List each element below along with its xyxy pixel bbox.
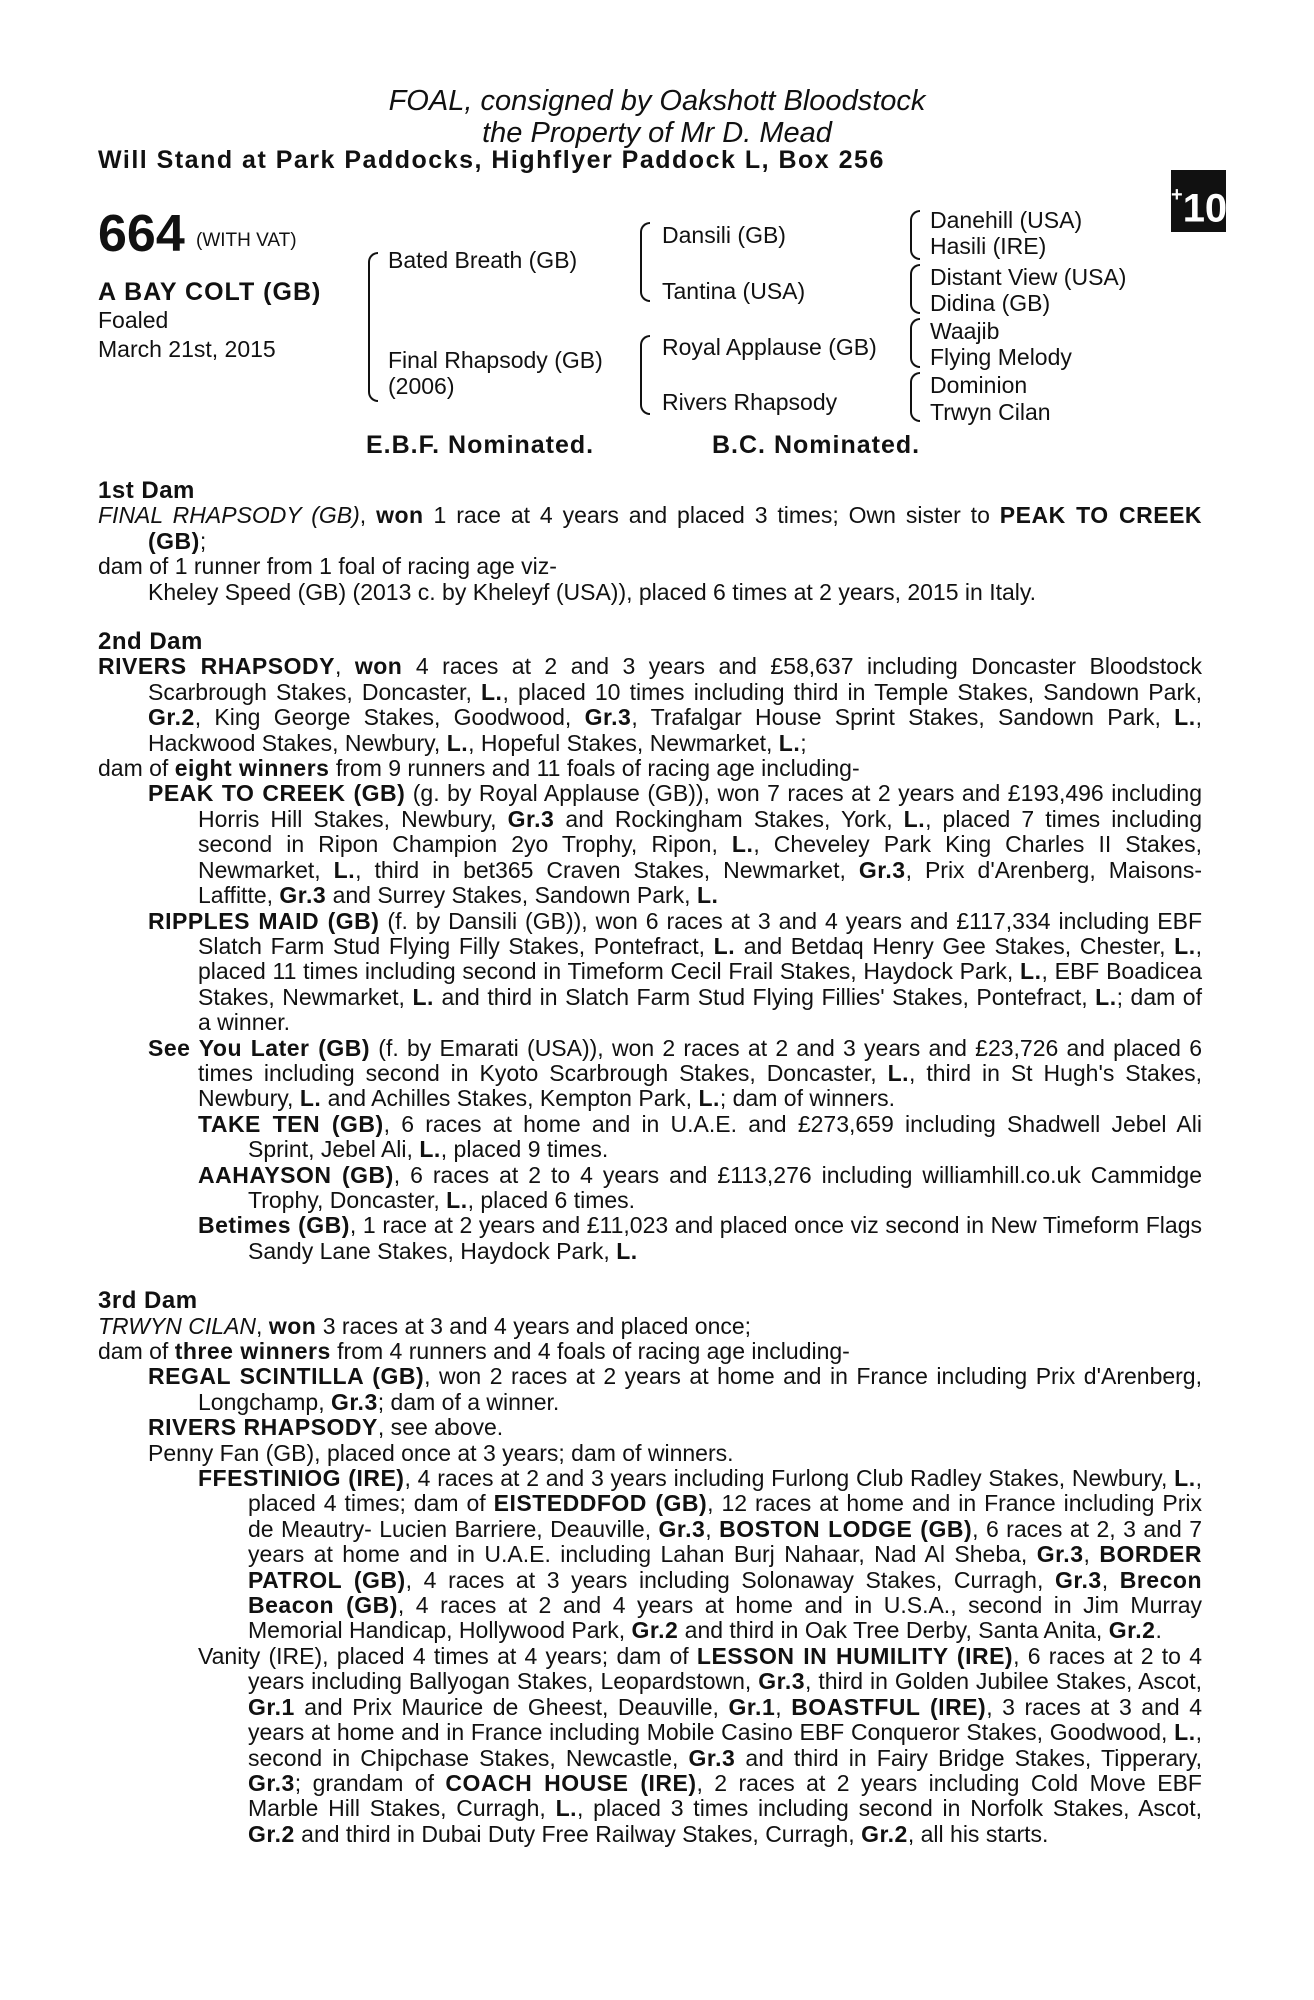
pedigree-dam-year: (2006) <box>388 373 455 399</box>
badge-mark: + <box>1171 184 1183 206</box>
pedigree-notes <box>98 478 1202 1847</box>
pedigree-sire-dam: Tantina (USA) <box>662 278 806 304</box>
foaled-label: Foaled <box>98 307 169 333</box>
pedigree-bracket-3a <box>910 210 920 260</box>
consignor-line: FOAL, consigned by Oakshott Bloodstock <box>388 85 926 117</box>
property-line: the Property of Mr D. Mead <box>482 117 832 149</box>
pedigree-sss: Danehill (USA) <box>930 207 1083 233</box>
pedigree-dds: Dominion <box>930 372 1028 398</box>
produce-regal-scintilla: REGAL SCINTILLA (GB), won 2 races at 2 years at home and in France including Prix d'Arenberg, Longchamp, Gr.3; dam of a winner. <box>148 1363 1202 1415</box>
produce-rivers-rhapsody: RIVERS RHAPSODY, see above. <box>148 1414 504 1441</box>
first-dam-produce-item: Kheley Speed (GB) (2013 c. by Kheleyf (USA)), placed 6 times at 2 years, 2015 in Italy. <box>148 578 1037 605</box>
second-dam-entry: RIVERS RHAPSODY, won 4 races at 2 and 3 years and £58,637 including Doncaster Bloodstock Scarbrough Stakes, Doncaster, L., placed 10 times including third in Temple Stakes, Sandown Park, Gr.2, King George Stakes, Goodwood, Gr.3, Trafalgar House Sprint Stakes, Sandown Park, L., Hackwood Stakes, Newbury, L., Hopeful Stakes, Newmarket, L.; <box>98 653 1203 756</box>
produce-betimes: Betimes (GB), 1 race at 2 years and £11,023 and placed once viz second in New Timeform Flags Sandy Lane Stakes, Haydock Park, L. <box>198 1212 1202 1264</box>
pedigree-bracket-3d <box>910 372 920 422</box>
lot-badge <box>1171 170 1226 232</box>
pedigree-sds: Distant View (USA) <box>930 264 1127 290</box>
produce-ripples-maid: RIPPLES MAID (GB) (f. by Dansili (GB)), won 6 races at 3 and 4 years and £117,334 including EBF Slatch Farm Stud Flying Filly Stakes, Pontefract, L. and Betdaq Henry Gee Stakes, Chester, L., placed 11 times including second in Timeform Cecil Frail Stakes, Haydock Park, L., EBF Boadicea Stakes, Newmarket, L. and third in Slatch Farm Stud Flying Fillies' Stakes, Pontefract, L.; dam of a winner. <box>148 907 1202 1036</box>
vat-note: (WITH VAT) <box>196 230 297 251</box>
pedigree-sdd: Didina (GB) <box>930 290 1051 316</box>
pedigree-bracket-3c <box>910 318 920 368</box>
third-dam-entry: TRWYN CILAN, won 3 races at 3 and 4 years and placed once; <box>98 1312 752 1339</box>
first-dam-produce-summary: dam of 1 runner from 1 foal of racing age viz- <box>98 553 557 580</box>
stand-location: Will Stand at Park Paddocks, Highflyer Paddock L, Box 256 <box>98 146 885 174</box>
produce-see-you-later: See You Later (GB) (f. by Emarati (USA)), won 2 races at 2 and 3 years and £23,726 and placed 6 times including second in Kyoto Scarbrough Stakes, Doncaster, L., third in St Hugh's Stakes, Newbury, L. and Achilles Stakes, Kempton Park, L.; dam of winners. <box>148 1034 1202 1112</box>
produce-ffestiniog: FFESTINIOG (IRE), 4 races at 2 and 3 years including Furlong Club Radley Stakes, Newbury, L., placed 4 times; dam of EISTEDDFOD (GB), 12 races at home and in France including Prix de Meautry- Lucien Barriere, Deauville, Gr.3, BOSTON LODGE (GB), 6 races at 2, 3 and 7 years at home and in U.A.E. including Lahan Burj Nahaar, Nad Al Sheba, Gr.3, BORDER PATROL (GB), 4 races at 3 years including Solonaway Stakes, Curragh, Gr.3, Brecon Beacon (GB), 4 races at 2 and 4 years at home and in U.S.A., second in Jim Murray Memorial Handicap, Hollywood Park, Gr.2 and third in Oak Tree Derby, Santa Anita, Gr.2. <box>198 1465 1202 1644</box>
second-dam-produce-summary: dam of eight winners from 9 runners and 11 foals of racing age including- <box>98 755 860 782</box>
first-dam-name: FINAL RHAPSODY (GB) <box>98 502 360 529</box>
pedigree-sire: Bated Breath (GB) <box>388 247 578 273</box>
pedigree-ssd: Hasili (IRE) <box>930 233 1047 259</box>
bc-nominated: B.C. Nominated. <box>712 431 921 459</box>
produce-aahayson: AAHAYSON (GB), 6 races at 2 to 4 years and £113,276 including williamhill.co.uk Cammidge Trophy, Doncaster, L., placed 6 times. <box>198 1161 1203 1213</box>
pedigree-sire-sire: Dansili (GB) <box>662 222 786 248</box>
pedigree-bracket-1 <box>368 252 378 402</box>
pedigree-bracket-3b <box>910 264 920 314</box>
lot-title: A BAY COLT (GB) <box>98 278 322 306</box>
pedigree-dam-dam: Rivers Rhapsody <box>662 389 838 415</box>
pedigree-bracket-2b <box>640 335 650 415</box>
produce-take-ten: TAKE TEN (GB), 6 races at home and in U.A.E. and £273,659 including Shadwell Jebel Ali Sprint, Jebel Ali, L., placed 9 times. <box>198 1110 1202 1163</box>
produce-peak-to-creek: PEAK TO CREEK (GB) (g. by Royal Applause (GB)), won 7 races at 2 years and £193,496 including Horris Hill Stakes, Newbury, Gr.3 and Rockingham Stakes, York, L., placed 7 times including second in Ripon Champion 2yo Trophy, Ripon, L., Cheveley Park King Charles II Stakes, Newmarket, L., third in bet365 Craven Stakes, Newmarket, Gr.3, Prix d'Arenberg, Maisons-Laffitte, Gr.3 and Surrey Stakes, Sandown Park, L. <box>148 780 1202 909</box>
third-dam-produce-summary: dam of three winners from 4 runners and 4 foals of racing age including- <box>98 1338 850 1364</box>
pedigree-dss: Waajib <box>930 318 1000 344</box>
badge-number: 10 <box>1182 186 1228 231</box>
foaled-date: March 21st, 2015 <box>98 336 276 362</box>
second-dam-heading: 2nd Dam <box>98 628 203 656</box>
pedigree-dam: Final Rhapsody (GB) <box>388 347 603 373</box>
third-dam-heading: 3rd Dam <box>98 1287 198 1315</box>
first-dam-entry: FINAL RHAPSODY (GB), won 1 race at 4 years and placed 3 times; Own sister to PEAK TO CREEK (GB); <box>98 502 1203 554</box>
pedigree-bracket-2a <box>640 222 650 302</box>
foaled-info <box>98 306 276 364</box>
first-dam-heading: 1st Dam <box>98 477 195 504</box>
own-sister-name: PEAK TO CREEK (GB) <box>148 502 1203 554</box>
ebf-nominated: E.B.F. Nominated. <box>366 431 595 459</box>
pedigree-dam-sire: Royal Applause (GB) <box>662 334 877 360</box>
produce-penny-fan: Penny Fan (GB), placed once at 3 years; dam of winners. <box>148 1439 734 1466</box>
produce-vanity: Vanity (IRE), placed 4 times at 4 years; dam of LESSON IN HUMILITY (IRE), 6 races at 2 to 4 years including Ballyogan Stakes, Leopardstown, Gr.3, third in Golden Jubilee Stakes, Ascot, Gr.1 and Prix Maurice de Gheest, Deauville, Gr.1, BOASTFUL (IRE), 3 races at 3 and 4 years at home and in France including Mobile Casino EBF Conqueror Stakes, Goodwood, L., second in Chipchase Stakes, Newcastle, Gr.3 and third in Fairy Bridge Stakes, Tipperary, Gr.3; grandam of COACH HOUSE (IRE), 2 races at 2 years including Cold Move EBF Marble Hill Stakes, Curragh, L., placed 3 times including second in Norfolk Stakes, Ascot, Gr.2 and third in Dubai Duty Free Railway Stakes, Curragh, Gr.2, all his starts. <box>198 1642 1203 1847</box>
pedigree-dsd: Flying Melody <box>930 344 1072 370</box>
lot-number: 664 <box>98 205 185 263</box>
pedigree-ddd: Trwyn Cilan <box>930 399 1051 425</box>
